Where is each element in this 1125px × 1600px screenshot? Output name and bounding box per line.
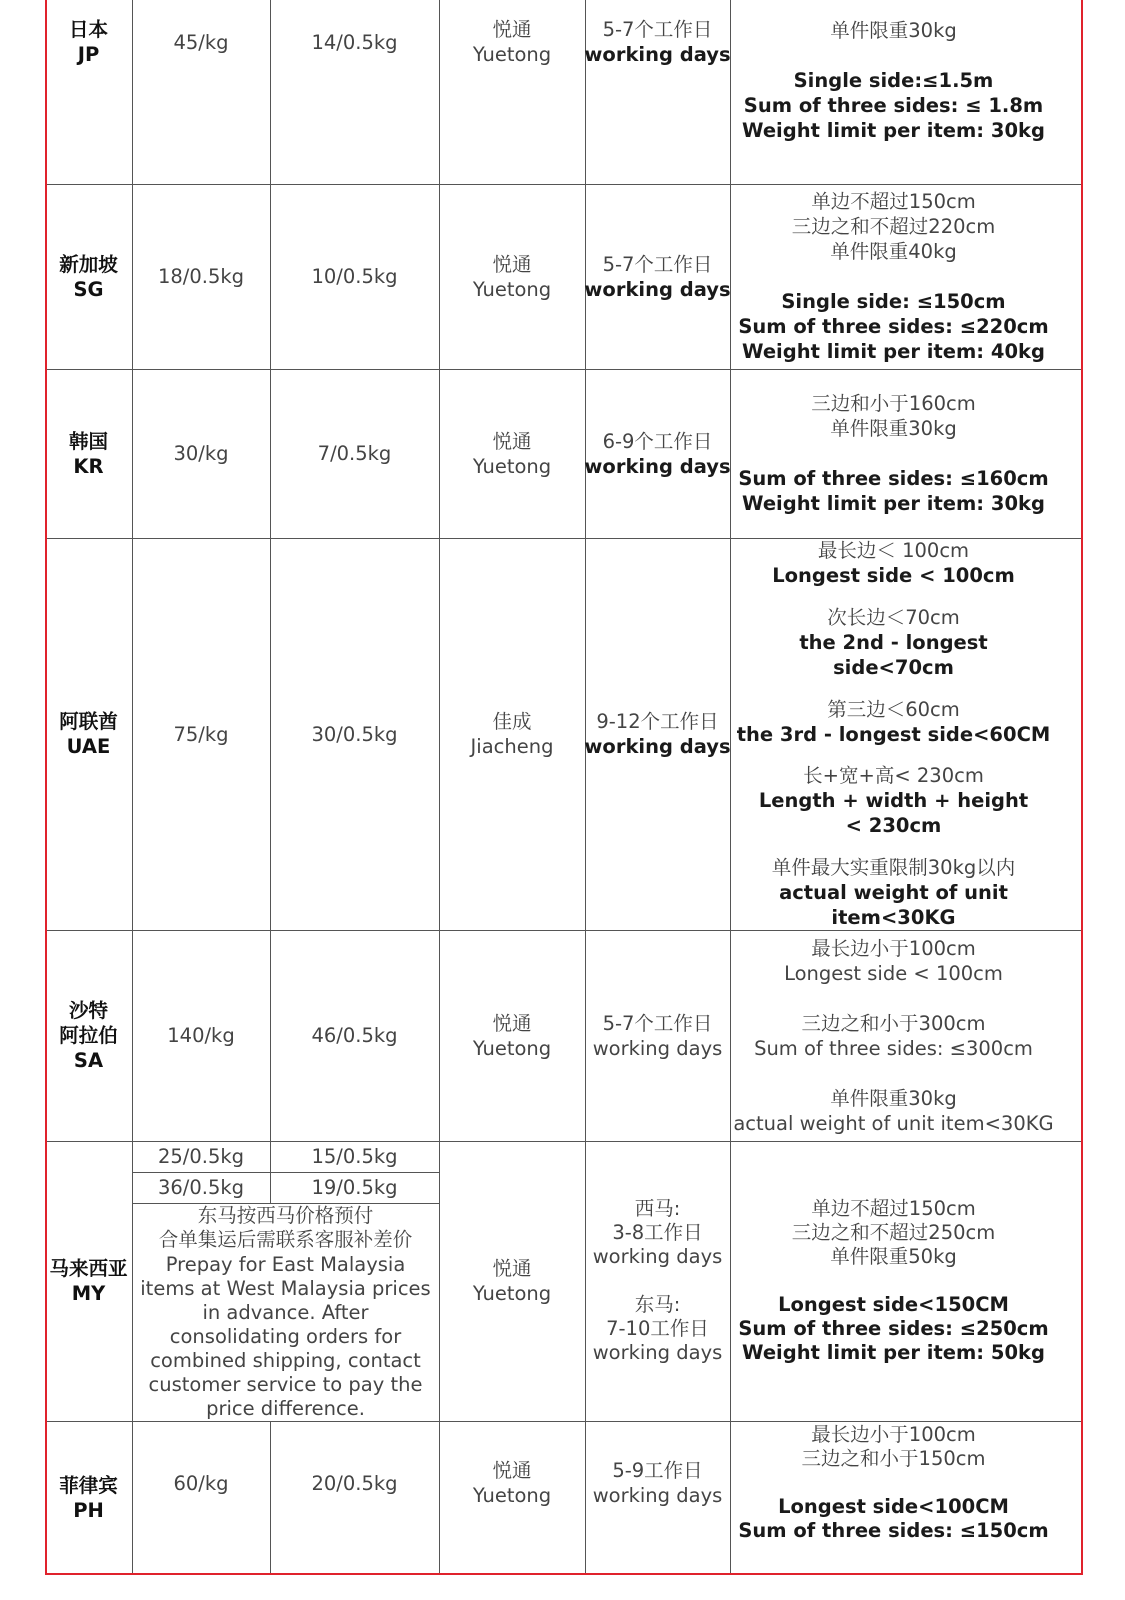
size-restrictions — [730, 930, 1057, 1141]
restriction-line: Sum of three sides: ≤150cm — [738, 1519, 1049, 1542]
size-restrictions — [730, 1141, 1057, 1421]
delivery-days-cn: 3-8工作日 — [612, 1221, 703, 1244]
carrier — [439, 369, 585, 538]
restriction-line: 单边不超过150cm — [811, 190, 976, 213]
carrier-name-cn: 悦通 — [492, 18, 532, 41]
price-first-weight: 25/0.5kg — [157, 1145, 245, 1168]
restriction-line: actual weight of unit item<30KG — [733, 1111, 1054, 1135]
country-code: PH — [73, 1499, 104, 1522]
restriction-line: 三边之和不超过220cm — [791, 215, 996, 238]
table-row-kr-country — [45, 369, 132, 538]
price-extra-weight: 10/0.5kg — [311, 265, 398, 288]
delivery-days-en: working days — [592, 1245, 723, 1268]
country-name-cn: 沙特 — [68, 999, 108, 1022]
restriction-line: Sum of three sides: ≤220cm — [738, 315, 1049, 338]
carrier — [439, 0, 585, 84]
restriction-line: 最长边小于100cm — [811, 1423, 976, 1446]
carrier — [439, 184, 585, 369]
restriction-line: Longest side < 100cm — [772, 564, 1015, 587]
table-row-sa-country — [45, 930, 132, 1141]
price-first-weight: 30/kg — [173, 442, 229, 465]
restriction-line: Single side: ≤150cm — [781, 290, 1006, 313]
restriction-line: Longest side<150CM — [778, 1293, 1009, 1316]
table-row-jp-country — [45, 0, 132, 84]
restriction-line: Single side:≤1.5m — [793, 69, 994, 92]
delivery-time — [585, 930, 730, 1141]
restriction-line: 第三边＜60cm — [827, 697, 960, 721]
country-code: JP — [77, 43, 100, 66]
note-line-cn: 合单集运后需联系客服补差价 — [158, 1228, 413, 1251]
country-name-cn: 日本 — [68, 18, 108, 41]
restriction-line: 次长边＜70cm — [827, 605, 960, 629]
carrier-name-en: Yuetong — [472, 1036, 552, 1060]
carrier-name-en: Yuetong — [472, 277, 552, 301]
price-extra-weight: 14/0.5kg — [311, 30, 398, 54]
restriction-line: 单件限重50kg — [830, 1245, 957, 1268]
country-name-cn: 马来西亚 — [49, 1257, 128, 1280]
size-restrictions — [730, 369, 1057, 538]
delivery-days-cn: 6-9个工作日 — [602, 429, 713, 453]
table-row-sg-country — [45, 184, 132, 369]
delivery-days-cn: 5-7个工作日 — [602, 1011, 713, 1035]
restriction-line: Weight limit per item: 30kg — [742, 119, 1045, 142]
delivery-time — [585, 184, 730, 369]
delivery-days-en: working days — [584, 277, 731, 301]
restriction-line: Sum of three sides: ≤250cm — [738, 1317, 1049, 1340]
price-extra-weight: 20/0.5kg — [311, 1471, 398, 1495]
west-malaysia-label: 西马: — [634, 1197, 681, 1220]
restriction-line: 三边之和小于150cm — [801, 1447, 986, 1470]
country-code: MY — [71, 1282, 106, 1305]
country-name-cn: 菲律宾 — [59, 1474, 118, 1497]
carrier-name-cn: 悦通 — [492, 1459, 532, 1482]
carrier — [439, 1141, 585, 1421]
price-extra-weight: 7/0.5kg — [317, 442, 392, 465]
restriction-line: the 2nd - longest side<70cm — [799, 630, 988, 679]
carrier-name-en: Yuetong — [472, 454, 552, 478]
price-first-weight: 75/kg — [173, 722, 229, 746]
restriction-line: 单件限重30kg — [830, 417, 957, 440]
price-extra-weight: 30/0.5kg — [311, 722, 398, 746]
delivery-days-en: working days — [584, 454, 731, 478]
price-first-weight: 60/kg — [173, 1471, 229, 1495]
restriction-line: Sum of three sides: ≤ 1.8m — [743, 94, 1044, 117]
price-first-weight: 45/kg — [173, 30, 229, 54]
note-text-en: Prepay for East Malaysia items at West Malaysia prices in advance. After consolidating orders for combined shipping, contact customer service to pay the price difference. — [140, 1253, 431, 1420]
restriction-line: 三边之和不超过250cm — [791, 1221, 996, 1244]
carrier-name-en: Yuetong — [472, 1282, 552, 1305]
country-name-cn: 阿拉伯 — [59, 1024, 118, 1047]
restriction-line: 三边和小于160cm — [811, 392, 976, 415]
carrier — [439, 538, 585, 930]
carrier-name-cn: 悦通 — [492, 252, 532, 276]
country-code: KR — [73, 454, 104, 478]
restriction-line: 最长边＜ 100cm — [817, 539, 970, 562]
table-row-my-country — [45, 1141, 132, 1421]
carrier — [439, 930, 585, 1141]
restriction-line: Weight limit per item: 50kg — [742, 1341, 1045, 1364]
delivery-days-cn: 5-9工作日 — [612, 1459, 703, 1482]
table-row-ph-country — [45, 1421, 132, 1575]
delivery-time — [585, 1421, 730, 1545]
restriction-line: 三边之和小于300cm — [801, 1011, 986, 1035]
carrier-name-en: Jiacheng — [470, 735, 554, 758]
restriction-line: Sum of three sides: ≤160cm — [738, 467, 1049, 490]
price-first-weight: 36/0.5kg — [157, 1176, 245, 1199]
country-name-cn: 韩国 — [68, 429, 108, 453]
restriction-line: 单件限重30kg — [830, 1086, 957, 1110]
delivery-days-en: working days — [592, 1341, 723, 1364]
country-name-cn: 阿联酋 — [59, 710, 118, 733]
note-line-cn: 东马按西马价格预付 — [197, 1204, 374, 1227]
price-extra-weight: 19/0.5kg — [311, 1176, 398, 1199]
restriction-line: Length + width + height < 230cm — [758, 789, 1029, 838]
size-restrictions — [730, 0, 1057, 143]
restriction-line: Longest side < 100cm — [784, 961, 1003, 985]
country-code: SG — [73, 277, 104, 301]
carrier-name-cn: 佳成 — [492, 710, 532, 733]
restriction-line: 单件限重30kg — [830, 19, 957, 42]
delivery-days-en: working days — [592, 1036, 723, 1060]
price-first-weight: 18/0.5kg — [157, 265, 245, 288]
country-code: SA — [73, 1049, 104, 1072]
size-restrictions — [730, 538, 1057, 930]
price-first-weight: 140/kg — [167, 1024, 235, 1047]
east-malaysia-note — [136, 1204, 435, 1421]
restriction-line: 长+宽+高< 230cm — [803, 764, 984, 788]
delivery-days-cn: 5-7个工作日 — [602, 252, 713, 276]
restriction-line: 单件限重40kg — [830, 240, 957, 263]
restriction-line: Weight limit per item: 30kg — [742, 492, 1045, 515]
country-name-cn: 新加坡 — [59, 252, 118, 276]
delivery-time — [585, 1141, 730, 1421]
table-row-uae-country — [45, 538, 132, 930]
carrier-name-cn: 悦通 — [492, 1011, 532, 1035]
price-extra-weight: 15/0.5kg — [311, 1145, 398, 1168]
delivery-days-en: working days — [584, 735, 731, 758]
restriction-line: Weight limit per item: 40kg — [742, 340, 1045, 363]
size-restrictions — [730, 1421, 1057, 1575]
delivery-time — [585, 538, 730, 930]
delivery-time — [585, 369, 730, 538]
country-code: UAE — [66, 735, 111, 758]
restriction-line: Longest side<100CM — [778, 1495, 1009, 1518]
delivery-days-cn: 5-7个工作日 — [602, 18, 713, 41]
delivery-days-en: working days — [592, 1484, 723, 1507]
delivery-days-cn: 9-12个工作日 — [596, 710, 719, 733]
carrier-name-cn: 悦通 — [492, 1257, 532, 1280]
east-malaysia-label: 东马: — [634, 1293, 681, 1316]
restriction-line: Sum of three sides: ≤300cm — [754, 1036, 1033, 1060]
delivery-time — [585, 0, 730, 84]
price-extra-weight: 46/0.5kg — [311, 1024, 398, 1047]
restriction-line: 单件最大实重限制30kg以内 — [771, 856, 1016, 879]
size-restrictions — [730, 184, 1057, 369]
restriction-line: 最长边小于100cm — [811, 936, 976, 960]
carrier-name-cn: 悦通 — [492, 429, 532, 453]
delivery-days-en: working days — [584, 43, 731, 66]
restriction-line: the 3rd - longest side<60CM — [736, 722, 1051, 746]
carrier-name-en: Yuetong — [472, 1484, 552, 1507]
restriction-line: 单边不超过150cm — [811, 1197, 976, 1220]
carrier-name-en: Yuetong — [472, 43, 552, 66]
restriction-line: actual weight of unit item<30KG — [779, 881, 1008, 929]
carrier — [439, 1421, 585, 1545]
delivery-days-cn: 7-10工作日 — [606, 1317, 709, 1340]
